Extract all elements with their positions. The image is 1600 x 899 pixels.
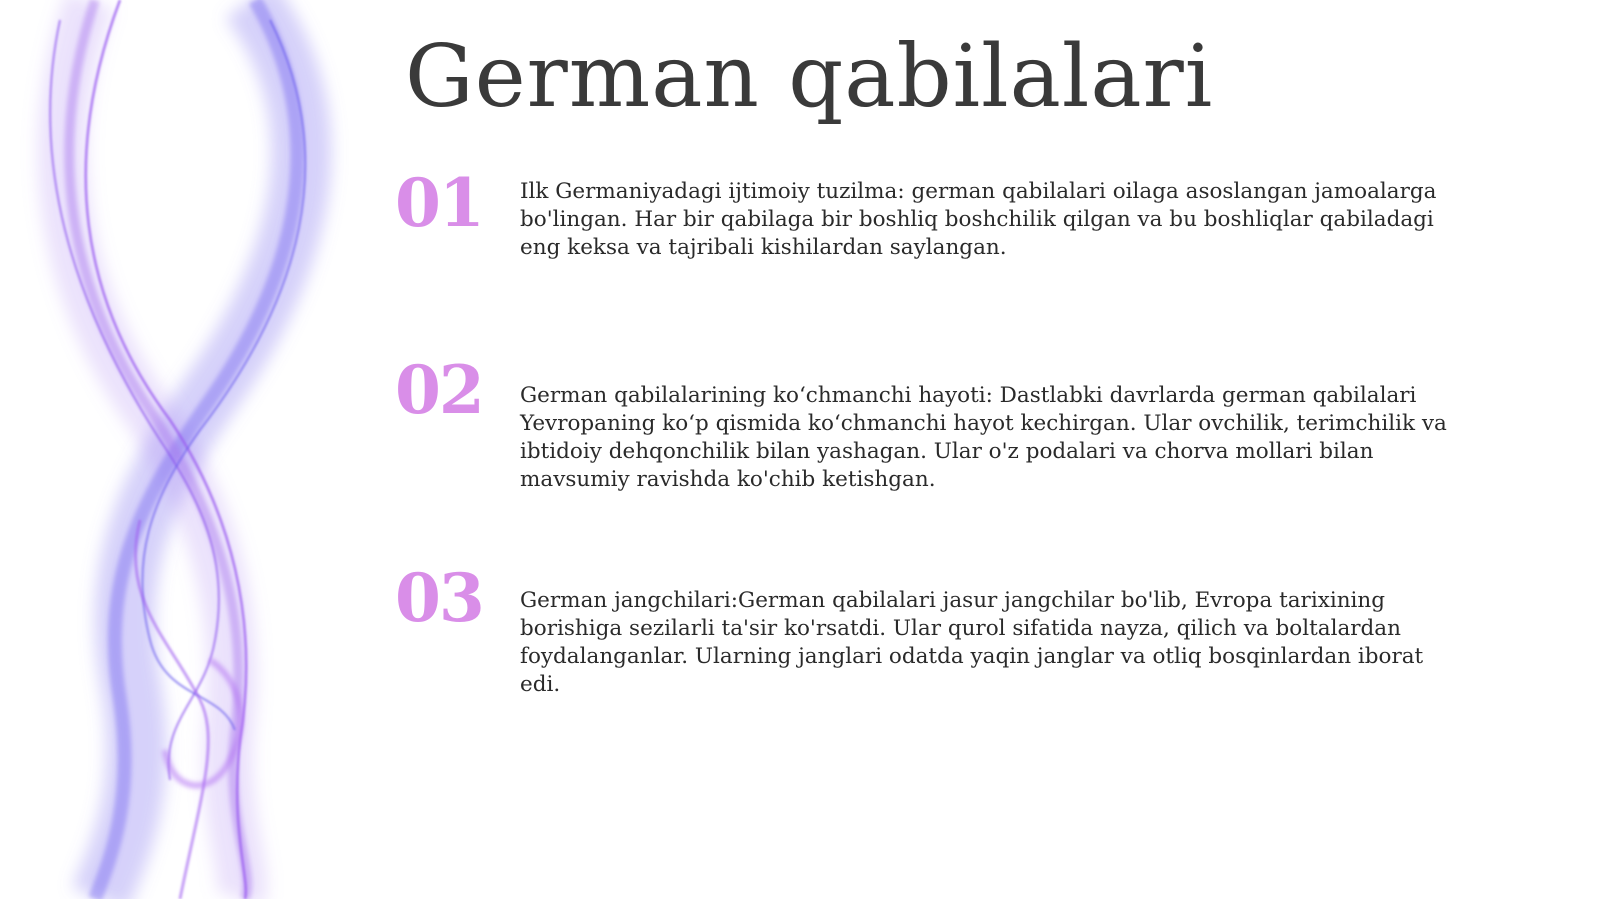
slide-title: German qabilalari (405, 27, 1214, 127)
item-text: German jangchilari:German qabilalari jasur jangchilar bo'lib, Evropa tarixining borishiga sezilarli ta'sir ko'rsatdi. Ular qurol sifatida nayza, qilich va boltalardan foydalanganlar. Ularning janglari odatda yaqin janglar va otliq bosqinlardan iborat edi. (520, 588, 1424, 697)
item-number: 03 (395, 559, 483, 637)
item-text: German qabilalarining ko‘chmanchi hayoti: Dastlabki davrlarda german qabilalari Yevropaning ko‘p qismida ko‘chmanchi hayot kechirgan. Ular ovchilik, terimchilik va ibtidoiy dehqonchilik bilan yashagan. Ular o'z podalari va chorva mollari bilan mavsumiy ravishda ko'chib ketishgan. (520, 383, 1447, 492)
purple-smoke-decoration (0, 0, 380, 899)
item-text: Ilk Germaniyadagi ijtimoiy tuzilma: german qabilalari oilaga asoslangan jamoalarga bo'lingan. Har bir qabilaga bir boshliq boshchilik qilgan va bu boshliqlar qabiladagi eng keksa va tajribali kishilardan saylangan. (520, 179, 1437, 260)
item-number: 02 (395, 351, 483, 429)
item-number: 01 (395, 164, 483, 242)
